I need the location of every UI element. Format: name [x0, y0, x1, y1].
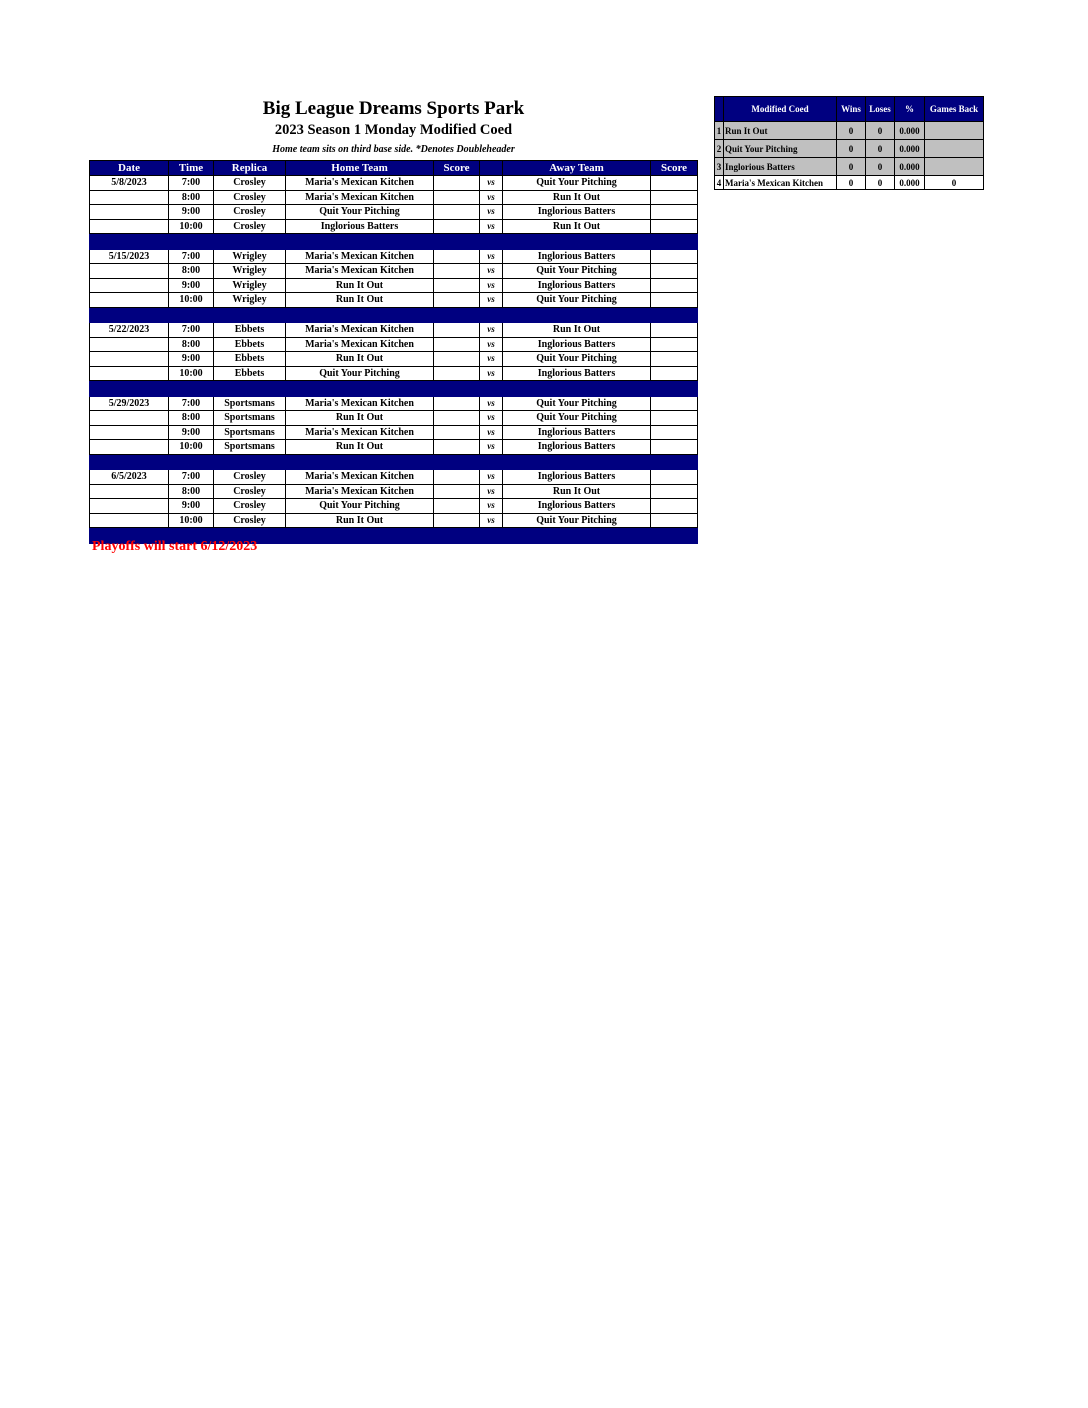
schedule-row [90, 323, 698, 338]
game-date [90, 352, 169, 367]
away-score [651, 278, 698, 293]
away-team: Quit Your Pitching [503, 396, 651, 411]
separator-cell [169, 234, 214, 250]
game-date [90, 293, 169, 308]
game-date: 6/5/2023 [90, 470, 169, 485]
vs-label: vs [480, 440, 503, 455]
separator-cell [214, 381, 286, 397]
home-score [434, 205, 480, 220]
standings-gb-header: Games Back [925, 97, 984, 122]
vs-label: vs [480, 484, 503, 499]
game-time: 10:00 [169, 366, 214, 381]
standings-loses: 0 [866, 140, 895, 158]
home-score [434, 352, 480, 367]
vs-label: vs [480, 176, 503, 191]
schedule-row [90, 396, 698, 411]
schedule-row [90, 513, 698, 528]
page-title: Big League Dreams Sports Park [262, 98, 525, 119]
game-field: Crosley [214, 470, 286, 485]
game-time: 10:00 [169, 219, 214, 234]
separator-cell [503, 381, 651, 397]
home-team: Maria's Mexican Kitchen [286, 323, 434, 338]
separator-cell [286, 454, 434, 470]
separator-cell [286, 528, 434, 544]
standings-wins: 0 [837, 140, 866, 158]
game-field: Crosley [214, 499, 286, 514]
away-score [651, 440, 698, 455]
away-score [651, 337, 698, 352]
home-team: Run It Out [286, 513, 434, 528]
separator-cell [286, 381, 434, 397]
game-field: Crosley [214, 176, 286, 191]
game-date [90, 499, 169, 514]
away-team: Run It Out [503, 484, 651, 499]
home-team: Run It Out [286, 352, 434, 367]
vs-label: vs [480, 337, 503, 352]
vs-label: vs [480, 411, 503, 426]
week-separator [90, 454, 698, 470]
standings-rank: 3 [715, 158, 724, 176]
schedule-row [90, 219, 698, 234]
separator-cell [434, 454, 480, 470]
game-time: 10:00 [169, 293, 214, 308]
away-score [651, 293, 698, 308]
game-time: 9:00 [169, 425, 214, 440]
home-team: Inglorious Batters [286, 219, 434, 234]
game-time: 8:00 [169, 411, 214, 426]
game-field: Wrigley [214, 249, 286, 264]
standings-row [715, 158, 984, 176]
separator-cell [503, 454, 651, 470]
vs-label: vs [480, 190, 503, 205]
standings-rank-header [715, 97, 724, 122]
schedule-row [90, 293, 698, 308]
game-date [90, 411, 169, 426]
vs-label: vs [480, 219, 503, 234]
game-field: Wrigley [214, 293, 286, 308]
schedule-row [90, 337, 698, 352]
home-score [434, 249, 480, 264]
game-date [90, 440, 169, 455]
schedule-row [90, 264, 698, 279]
standings-gb [925, 122, 984, 140]
standings-rank: 4 [715, 176, 724, 190]
home-team: Maria's Mexican Kitchen [286, 249, 434, 264]
vs-label: vs [480, 278, 503, 293]
home-score [434, 176, 480, 191]
col-home-score: Score [434, 161, 480, 176]
schedule-row [90, 366, 698, 381]
standings-wins: 0 [837, 122, 866, 140]
standings-pct: 0.000 [895, 158, 925, 176]
standings-pct-header: % [895, 97, 925, 122]
separator-cell [90, 234, 169, 250]
game-field: Sportsmans [214, 396, 286, 411]
separator-cell [90, 381, 169, 397]
game-field: Ebbets [214, 337, 286, 352]
standings-loses: 0 [866, 158, 895, 176]
schedule-row [90, 411, 698, 426]
game-field: Sportsmans [214, 411, 286, 426]
game-time: 8:00 [169, 337, 214, 352]
separator-cell [214, 234, 286, 250]
away-team: Inglorious Batters [503, 440, 651, 455]
game-field: Wrigley [214, 264, 286, 279]
col-away-team: Away Team [503, 161, 651, 176]
away-score [651, 219, 698, 234]
away-team: Inglorious Batters [503, 470, 651, 485]
game-date [90, 366, 169, 381]
separator-cell [169, 454, 214, 470]
game-time: 8:00 [169, 190, 214, 205]
standings-team: Maria's Mexican Kitchen [724, 176, 837, 190]
separator-cell [503, 307, 651, 323]
game-date [90, 205, 169, 220]
home-score [434, 264, 480, 279]
separator-cell [90, 307, 169, 323]
home-score [434, 411, 480, 426]
home-team: Quit Your Pitching [286, 366, 434, 381]
separator-cell [286, 307, 434, 323]
standings-division-header: Modified Coed [724, 97, 837, 122]
game-date [90, 190, 169, 205]
away-score [651, 190, 698, 205]
away-team: Quit Your Pitching [503, 264, 651, 279]
game-field: Crosley [214, 513, 286, 528]
schedule-row [90, 205, 698, 220]
schedule-row [90, 249, 698, 264]
home-score [434, 484, 480, 499]
col-away-score: Score [651, 161, 698, 176]
schedule-row [90, 425, 698, 440]
standings-gb [925, 140, 984, 158]
vs-label: vs [480, 352, 503, 367]
away-score [651, 366, 698, 381]
away-team: Quit Your Pitching [503, 411, 651, 426]
standings-pct: 0.000 [895, 176, 925, 190]
vs-label: vs [480, 470, 503, 485]
game-time: 8:00 [169, 484, 214, 499]
vs-label: vs [480, 323, 503, 338]
game-date [90, 219, 169, 234]
schedule-header-row [90, 161, 698, 176]
schedule-row [90, 484, 698, 499]
vs-label: vs [480, 499, 503, 514]
vs-label: vs [480, 366, 503, 381]
standings-pct: 0.000 [895, 140, 925, 158]
standings-loses-header: Loses [866, 97, 895, 122]
separator-cell [651, 528, 698, 544]
game-time: 8:00 [169, 264, 214, 279]
home-team: Maria's Mexican Kitchen [286, 337, 434, 352]
away-score [651, 470, 698, 485]
game-date [90, 264, 169, 279]
home-score [434, 293, 480, 308]
vs-label: vs [480, 513, 503, 528]
col-vs [480, 161, 503, 176]
away-score [651, 323, 698, 338]
vs-label: vs [480, 425, 503, 440]
away-team: Quit Your Pitching [503, 352, 651, 367]
game-date [90, 425, 169, 440]
separator-cell [480, 234, 503, 250]
home-score [434, 396, 480, 411]
separator-cell [169, 307, 214, 323]
home-team: Maria's Mexican Kitchen [286, 176, 434, 191]
home-score [434, 425, 480, 440]
home-team: Maria's Mexican Kitchen [286, 484, 434, 499]
away-team: Inglorious Batters [503, 337, 651, 352]
separator-cell [286, 234, 434, 250]
separator-cell [434, 234, 480, 250]
week-separator [90, 307, 698, 323]
schedule-row [90, 352, 698, 367]
game-field: Sportsmans [214, 425, 286, 440]
schedule-row [90, 190, 698, 205]
separator-cell [480, 454, 503, 470]
home-team-note: Home team sits on third base side. *Denotes Doubleheader [272, 144, 515, 155]
home-score [434, 278, 480, 293]
game-field: Wrigley [214, 278, 286, 293]
home-score [434, 499, 480, 514]
game-field: Crosley [214, 484, 286, 499]
game-date [90, 513, 169, 528]
away-score [651, 425, 698, 440]
separator-cell [214, 454, 286, 470]
game-field: Crosley [214, 219, 286, 234]
vs-label: vs [480, 293, 503, 308]
away-team: Inglorious Batters [503, 366, 651, 381]
game-date: 5/15/2023 [90, 249, 169, 264]
vs-label: vs [480, 264, 503, 279]
standings-loses: 0 [866, 176, 895, 190]
away-team: Run It Out [503, 323, 651, 338]
schedule-row [90, 470, 698, 485]
home-score [434, 190, 480, 205]
home-score [434, 513, 480, 528]
game-date: 5/22/2023 [90, 323, 169, 338]
away-score [651, 411, 698, 426]
separator-cell [651, 307, 698, 323]
standings-rank: 2 [715, 140, 724, 158]
standings-row [715, 140, 984, 158]
schedule-row [90, 176, 698, 191]
game-time: 9:00 [169, 352, 214, 367]
standings-gb [925, 158, 984, 176]
game-field: Ebbets [214, 323, 286, 338]
separator-cell [169, 381, 214, 397]
standings-header-row [715, 97, 984, 122]
home-score [434, 470, 480, 485]
home-team: Run It Out [286, 440, 434, 455]
away-score [651, 352, 698, 367]
home-team: Maria's Mexican Kitchen [286, 470, 434, 485]
vs-label: vs [480, 249, 503, 264]
game-date: 5/8/2023 [90, 176, 169, 191]
separator-cell [90, 454, 169, 470]
home-team: Quit Your Pitching [286, 499, 434, 514]
game-time: 9:00 [169, 278, 214, 293]
game-time: 9:00 [169, 205, 214, 220]
game-field: Sportsmans [214, 440, 286, 455]
away-score [651, 499, 698, 514]
away-team: Inglorious Batters [503, 249, 651, 264]
home-team: Run It Out [286, 411, 434, 426]
home-team: Run It Out [286, 293, 434, 308]
week-separator [90, 381, 698, 397]
game-time: 9:00 [169, 499, 214, 514]
game-field: Ebbets [214, 352, 286, 367]
game-date [90, 337, 169, 352]
schedule-row [90, 440, 698, 455]
col-home-team: Home Team [286, 161, 434, 176]
home-score [434, 366, 480, 381]
week-separator [90, 234, 698, 250]
home-team: Maria's Mexican Kitchen [286, 190, 434, 205]
separator-cell [434, 528, 480, 544]
season-subtitle: 2023 Season 1 Monday Modified Coed [274, 122, 513, 138]
game-time: 7:00 [169, 176, 214, 191]
separator-cell [480, 307, 503, 323]
away-team: Quit Your Pitching [503, 176, 651, 191]
home-team: Maria's Mexican Kitchen [286, 425, 434, 440]
away-team: Quit Your Pitching [503, 293, 651, 308]
away-team: Inglorious Batters [503, 278, 651, 293]
away-team: Run It Out [503, 190, 651, 205]
away-score [651, 176, 698, 191]
game-time: 10:00 [169, 513, 214, 528]
home-team: Maria's Mexican Kitchen [286, 396, 434, 411]
vs-label: vs [480, 396, 503, 411]
away-score [651, 513, 698, 528]
separator-cell [214, 307, 286, 323]
separator-cell [503, 528, 651, 544]
col-time: Time [169, 161, 214, 176]
schedule-row [90, 278, 698, 293]
standings-wins-header: Wins [837, 97, 866, 122]
col-date: Date [90, 161, 169, 176]
separator-cell [651, 454, 698, 470]
home-team: Maria's Mexican Kitchen [286, 264, 434, 279]
home-team: Run It Out [286, 278, 434, 293]
separator-cell [480, 381, 503, 397]
game-time: 7:00 [169, 470, 214, 485]
standings-row [715, 122, 984, 140]
standings-wins: 0 [837, 158, 866, 176]
game-time: 7:00 [169, 323, 214, 338]
away-team: Quit Your Pitching [503, 513, 651, 528]
separator-cell [651, 234, 698, 250]
col-replica: Replica [214, 161, 286, 176]
standings-loses: 0 [866, 122, 895, 140]
away-team: Inglorious Batters [503, 499, 651, 514]
away-team: Run It Out [503, 219, 651, 234]
standings-team: Inglorious Batters [724, 158, 837, 176]
standings-pct: 0.000 [895, 122, 925, 140]
game-date [90, 484, 169, 499]
separator-cell [434, 307, 480, 323]
game-time: 7:00 [169, 249, 214, 264]
away-score [651, 484, 698, 499]
game-time: 7:00 [169, 396, 214, 411]
schedule-row [90, 499, 698, 514]
separator-cell [651, 381, 698, 397]
standings-rank: 1 [715, 122, 724, 140]
away-team: Inglorious Batters [503, 205, 651, 220]
home-score [434, 337, 480, 352]
standings-team: Quit Your Pitching [724, 140, 837, 158]
game-date: 5/29/2023 [90, 396, 169, 411]
game-date [90, 278, 169, 293]
home-team: Quit Your Pitching [286, 205, 434, 220]
game-time: 10:00 [169, 440, 214, 455]
game-field: Crosley [214, 205, 286, 220]
schedule-table [89, 160, 698, 544]
separator-cell [480, 528, 503, 544]
standings-row [715, 176, 984, 190]
standings-wins: 0 [837, 176, 866, 190]
standings-table [714, 96, 984, 190]
vs-label: vs [480, 205, 503, 220]
home-score [434, 219, 480, 234]
game-field: Crosley [214, 190, 286, 205]
away-team: Inglorious Batters [503, 425, 651, 440]
standings-gb: 0 [925, 176, 984, 190]
game-field: Ebbets [214, 366, 286, 381]
away-score [651, 205, 698, 220]
home-score [434, 323, 480, 338]
separator-cell [503, 234, 651, 250]
home-score [434, 440, 480, 455]
away-score [651, 264, 698, 279]
away-score [651, 249, 698, 264]
away-score [651, 396, 698, 411]
playoffs-notice: Playoffs will start 6/12/2023 [92, 539, 258, 554]
separator-cell [434, 381, 480, 397]
standings-team: Run It Out [724, 122, 837, 140]
